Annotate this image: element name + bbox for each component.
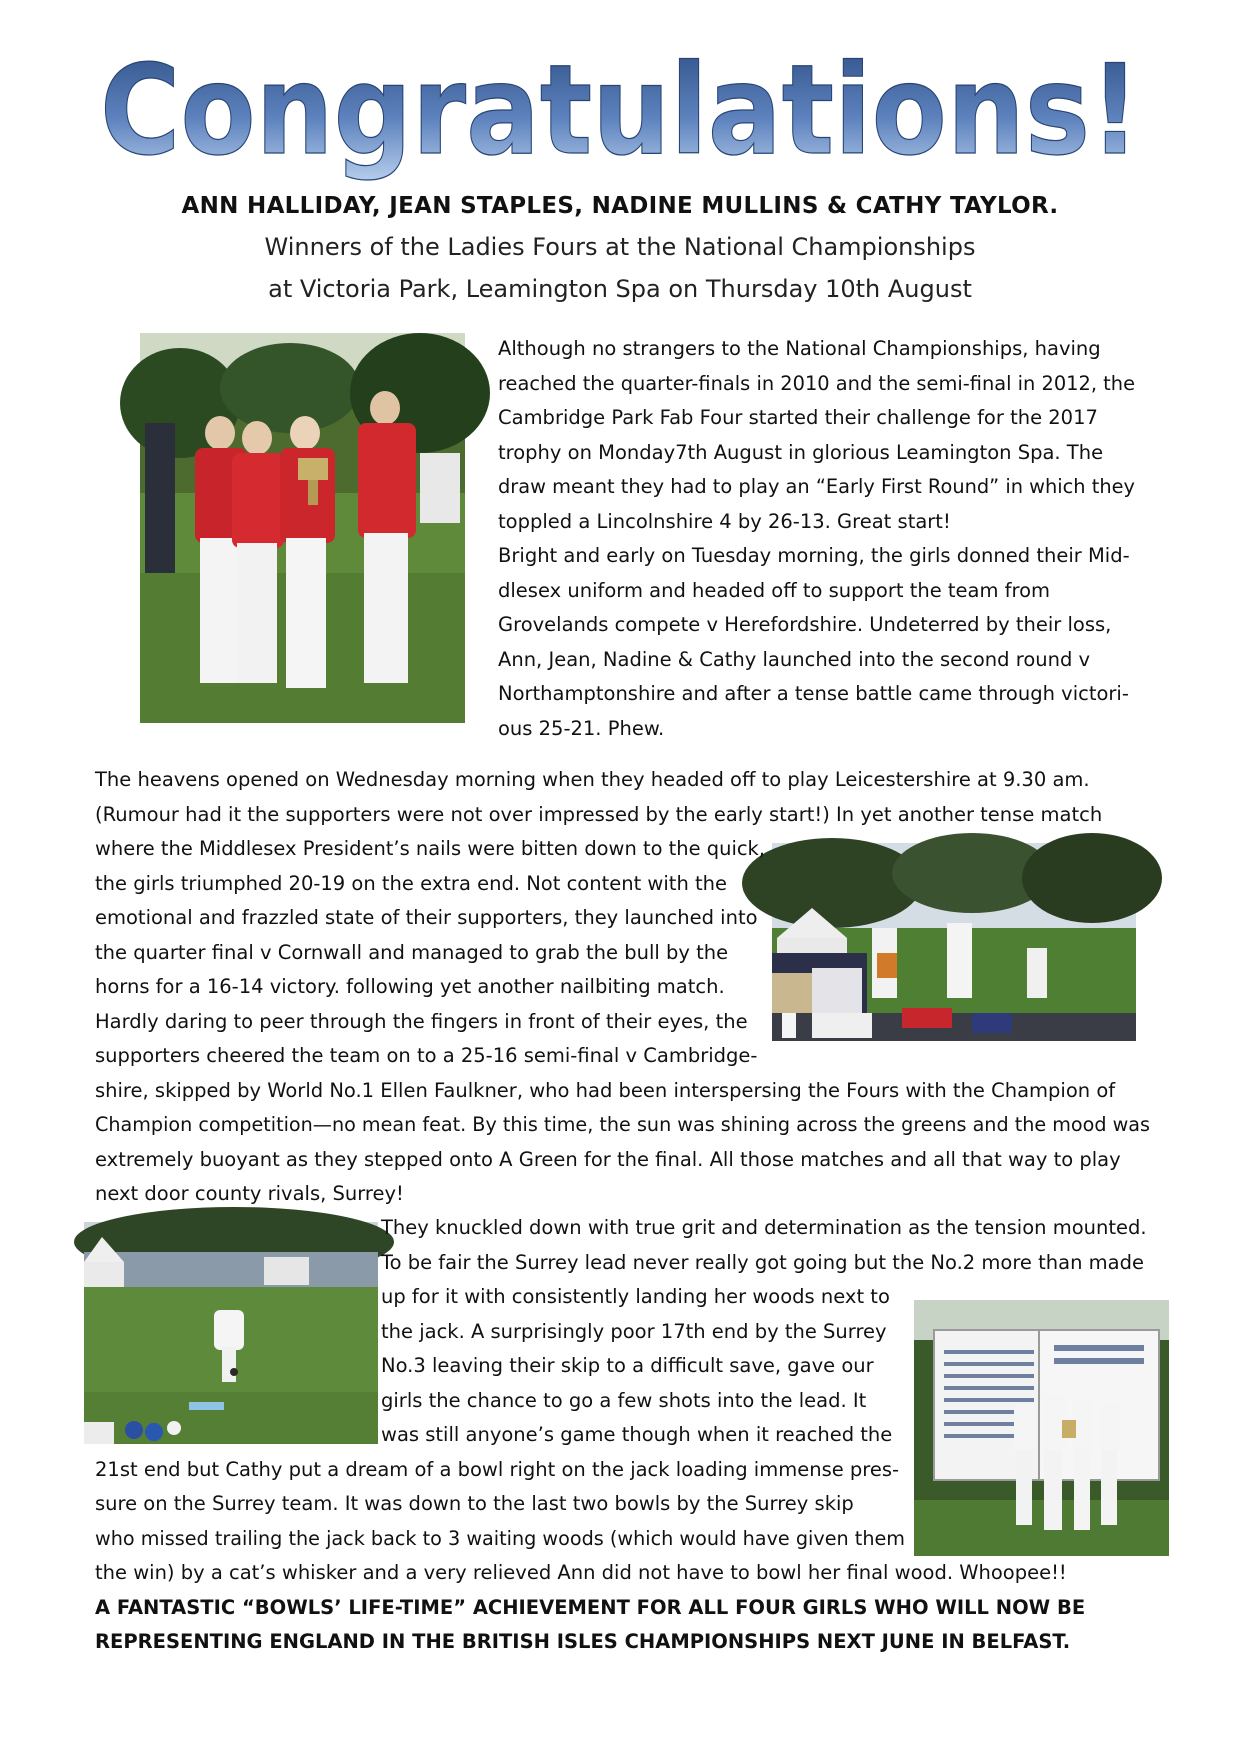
bowler-delivery-photo — [84, 1222, 378, 1444]
text-line: To be fair the Surrey lead never really got going but the No.2 more than made — [381, 1250, 1144, 1274]
text-line: girls the chance to go a few shots into the lead. It — [381, 1388, 867, 1412]
text-line: was still anyone’s game though when it reached the — [381, 1423, 893, 1446]
text-line: up for it with consistently landing her woods next to — [381, 1285, 890, 1308]
text-line: the girls triumphed 20-19 on the extra end. Not content with the — [95, 871, 728, 895]
subtitle-line-2: at Victoria Park, Leamington Spa on Thursday 10th August — [268, 275, 972, 303]
text-line: extremely buoyant as they stepped onto A Green for the final. All those matches and all that way to play — [95, 1147, 1121, 1171]
text-line: 21st end but Cathy put a dream of a bowl right on the jack loading immense pres- — [95, 1457, 900, 1481]
winners-names: ANN HALLIDAY, JEAN STAPLES, NADINE MULLINS & CATHY TAYLOR. — [181, 193, 1059, 219]
team-with-trophy-photo — [140, 333, 465, 723]
text-line: sure on the Surrey team. It was down to the last two bowls by the Surrey skip — [95, 1492, 854, 1515]
text-line: Ann, Jean, Nadine & Cathy launched into the second round v — [498, 647, 1091, 671]
text-line: the quarter final v Cornwall and managed to grab the bull by the — [95, 940, 729, 964]
text-line: Northamptonshire and after a tense battle came through victori- — [498, 682, 1129, 705]
text-line: ous 25-21. Phew. — [498, 716, 665, 740]
text-line: trophy on Monday7th August in glorious Leamington Spa. The — [498, 440, 1104, 464]
text-line: Hardly daring to peer through the fingers in front of their eyes, the — [95, 1009, 748, 1033]
text-line: horns for a 16-14 victory. following yet another nailbiting match. — [95, 975, 725, 998]
text-line: next door county rivals, Surrey! — [95, 1182, 404, 1205]
text-line: (Rumour had it the supporters were not over impressed by the early start!) In yet another tense match — [95, 802, 1103, 826]
text-line: Cambridge Park Fab Four started their challenge for the 2017 — [498, 406, 1098, 429]
text-line: the jack. A surprisingly poor 17th end by the Surrey — [381, 1319, 887, 1343]
text-line: emotional and frazzled state of their supporters, they launched into — [95, 906, 758, 929]
text-line: Champion competition—no mean feat. By this time, the sun was shining across the greens and the mood was — [95, 1113, 1150, 1136]
text-line: Grovelands compete v Herefordshire. Undeterred by their loss, — [498, 613, 1112, 636]
title-banner — [90, 39, 1150, 183]
text-line: draw meant they had to play an “Early First Round” in which they — [498, 475, 1135, 498]
text-line: who missed trailing the jack back to 3 waiting woods (which would have given them — [95, 1526, 905, 1550]
text-line: Although no strangers to the National Championships, having — [498, 337, 1101, 360]
page-title: Congratulations! — [100, 39, 1140, 183]
closing-statement-line-1: A FANTASTIC “BOWLS’ LIFE-TIME” ACHIEVEMENT FOR ALL FOUR GIRLS WHO WILL NOW BE — [95, 1595, 1086, 1619]
team-with-sponsor-board-photo — [914, 1300, 1169, 1556]
text-line: supporters cheered the team on to a 25-16 semi-final v Cambridge- — [95, 1044, 758, 1067]
text-line: Bright and early on Tuesday morning, the girls donned their Mid- — [498, 544, 1130, 567]
closing-statement-line-2: REPRESENTING ENGLAND IN THE BRITISH ISLES CHAMPIONSHIPS NEXT JUNE IN BELFAST. — [95, 1630, 1071, 1653]
text-line: No.3 leaving their skip to a difficult save, gave our — [381, 1354, 874, 1377]
text-line: dlesex uniform and headed off to support the team from — [498, 578, 1051, 602]
text-line: the win) by a cat’s whisker and a very relieved Ann did not have to bowl her final wood. Whoopee!! — [95, 1561, 1067, 1584]
text-line: The heavens opened on Wednesday morning when they headed off to play Leicestershire at 9.30 am. — [95, 768, 1090, 791]
subtitle-line-1: Winners of the Ladies Fours at the National Championships — [264, 233, 976, 261]
text-line: reached the quarter-finals in 2010 and the semi-final in 2012, the — [498, 371, 1135, 395]
text-line: shire, skipped by World No.1 Ellen Faulkner, who had been interspersing the Fours with the Champion of — [95, 1078, 1116, 1102]
match-spectators-photo — [772, 843, 1136, 1041]
text-line: where the Middlesex President’s nails were bitten down to the quick, — [95, 837, 765, 860]
text-line: toppled a Lincolnshire 4 by 26-13. Great start! — [498, 509, 951, 533]
text-line: They knuckled down with true grit and determination as the tension mounted. — [381, 1216, 1147, 1239]
